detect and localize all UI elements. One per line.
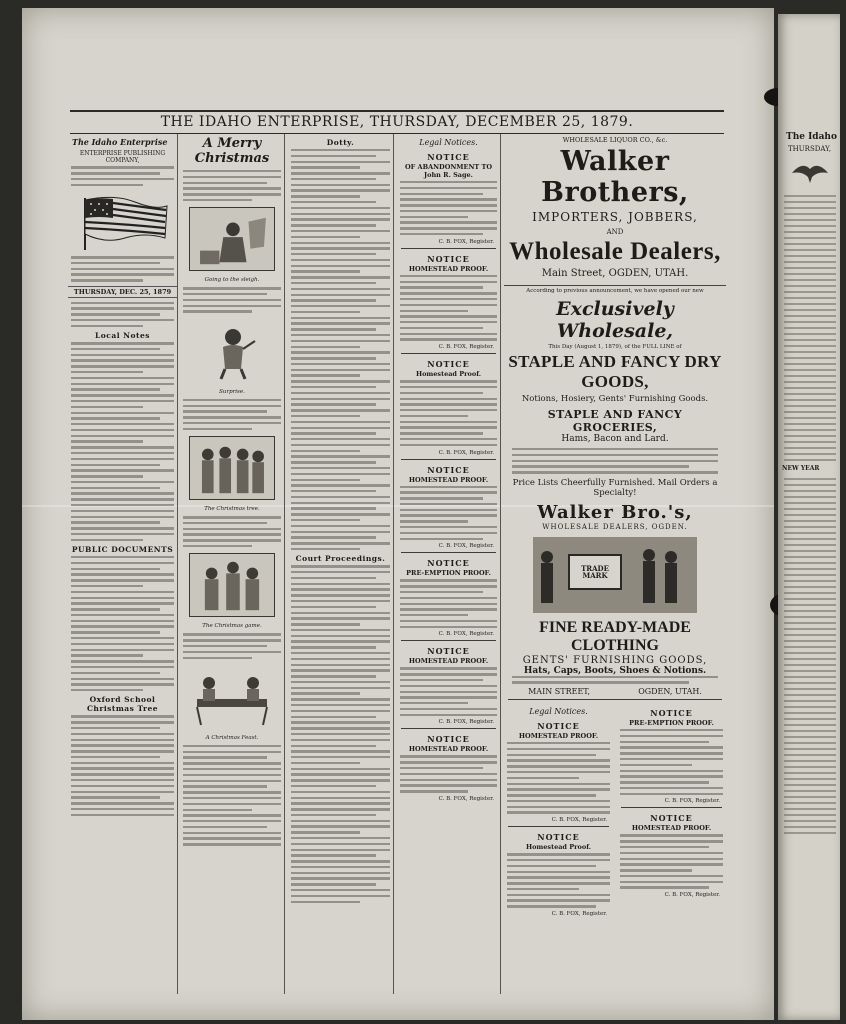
ad-staple-dry-goods: STAPLE AND FANCY DRY GOODS, [508,352,722,391]
illustration-caption: Surprise. [219,388,245,395]
notice-head: NOTICE [537,721,580,732]
text-block [68,556,177,691]
notice-signature: C. B. FOX, Register. [551,817,607,824]
text-block [288,565,393,903]
notice-signature: C. B. FOX, Register. [438,449,494,456]
legal-notices-heading: Legal Notices. [529,707,588,717]
notice-signature: C. B. FOX, Register. [664,892,720,899]
notice-subhead: Homestead Proof. [415,370,482,379]
notice-signature: C. B. FOX, Register. [551,911,607,918]
ad-top-line: WHOLESALE LIQUOR CO., &c. [562,136,668,144]
text-block [68,166,177,186]
illustration-caption: The Christmas tree. [204,506,260,513]
ad-wholesale-dealers: Wholesale Dealers, [509,238,721,265]
section-heading-local: Local Notes [95,331,150,341]
article-title: A Merry Christmas [194,136,270,166]
adjacent-page-heading: NEW YEAR [782,465,820,472]
text-block [68,715,177,816]
notice-subhead: Homestead Proof. [525,843,592,852]
notice-signature: C. B. FOX, Register. [438,631,494,638]
ad-and: AND [606,228,624,236]
ad-trade-mark-cut [531,535,699,615]
ad-ogden-utah: OGDEN, UTAH. [638,687,702,697]
ad-street-address [504,687,726,696]
notice-head: NOTICE [427,152,470,162]
notice-subhead: OF ABANDONMENT TO John R. Sage. [405,163,492,179]
poem-title: Dotty. [326,138,355,147]
notice-block [397,734,500,801]
ad-wholesale-dealers-ogden: WHOLESALE DEALERS, OGDEN. [542,522,688,531]
illustration-caption: Going to the sleigh. [204,277,260,284]
column-1 [68,134,178,994]
notice-signature: C. B. FOX, Register. [438,344,494,351]
eagle-icon [790,159,830,185]
ad-address: Main Street, OGDEN, UTAH. [541,268,689,279]
ad-gents-furnishing: GENTS' FURNISHING GOODS, [522,654,708,666]
text-block [180,745,284,846]
section-heading-school: Oxford School Christmas Tree [86,695,159,714]
legal-column-left [504,703,613,920]
text-block [180,399,284,430]
ad-groceries-line: STAPLE AND FANCY GROCERIES, [547,408,683,434]
issue-date: THURSDAY, DEC. 25, 1879 [68,286,177,298]
ad-according-line: According to previous announcement, we have opened our new [504,285,726,294]
trade-mark-label: TRADE MARK [581,563,609,581]
notice-head: NOTICE [427,253,470,264]
notice-subhead: HOMESTEAD PROOF. [631,824,712,833]
adjacent-page-text [784,478,836,834]
text-block [68,342,177,541]
notice-block [397,465,500,550]
ad-notions-line: Notions, Hosiery, Gents' Furnishing Goods. [521,394,709,404]
notice-head: NOTICE [537,832,580,843]
text-block [180,633,284,659]
notice-block [397,359,500,455]
notice-signature: C. B. FOX, Register. [438,795,494,802]
ad-body-text [504,676,726,684]
publisher-line: ENTERPRISE PUBLISHING COMPANY, [79,150,166,165]
paper-title: The Idaho Enterprise [72,137,168,147]
legal-notices-row [504,703,726,920]
notice-head: NOTICE [427,558,470,569]
text-block [180,170,284,201]
text-block [68,302,177,328]
ad-company-name: Walker Brothers, [541,146,689,208]
notice-head: NOTICE [427,359,470,370]
notice-signature: C. B. FOX, Register. [438,543,494,550]
illustration-feast [189,665,275,729]
notice-subhead: HOMESTEAD PROOF. [518,732,599,741]
masthead: THE IDAHO ENTERPRISE, THURSDAY, DECEMBER 25, 1879. [70,110,724,134]
notice-head: NOTICE [650,813,693,824]
notice-subhead: HOMESTEAD PROOF. [408,475,489,484]
notice-signature: C. B. FOX, Register. [438,719,494,726]
ad-date-line: This Day (August 1, 1879), of the FULL LINE of [548,344,682,350]
ad-importers-line: IMPORTERS, JOBBERS, [532,210,698,224]
notice-block [397,152,500,245]
notice-head: NOTICE [650,708,693,719]
ad-exclusively-wholesale: Exclusively Wholesale, [556,298,674,342]
notice-signature: C. B. FOX, Register. [664,798,720,805]
notice-subhead: PRE-EMPTION PROOF. [629,719,714,728]
ad-clothing-line: FINE READY-MADE CLOTHING [539,618,691,654]
legal-notices-heading: Legal Notices. [419,138,478,147]
illustration-christmas-tree [189,436,275,500]
column-2 [180,134,285,994]
notice-head: NOTICE [427,734,470,745]
section-heading-court: Court Proceedings. [295,554,386,564]
notice-subhead: PRE-EMPTION PROOF. [406,569,491,578]
legal-column-right [617,703,726,920]
column-3 [288,134,394,994]
adjacent-page-day: THURSDAY, [788,145,832,153]
notice-signature: C. B. FOX, Register. [438,238,494,245]
notice-subhead: HOMESTEAD PROOF. [408,264,489,273]
illustration-caption: A Christmas Feast. [205,734,259,741]
ad-main-street: MAIN STREET, [528,687,590,697]
section-heading-public: PUBLIC DOCUMENTS [71,545,174,555]
adjacent-page [778,14,840,1020]
ad-hats-line: Hats, Caps, Boots, Shoes & Notions. [523,665,707,676]
notice-head: NOTICE [427,646,470,657]
illustration-cupid [189,319,275,383]
illustration-caption: The Christmas game. [202,623,262,630]
ad-bros-name: Walker Bro.'s, [537,501,693,523]
ad-hams-line: Hams, Bacon and Lard. [561,434,669,444]
text-block [68,256,177,282]
adjacent-page-title: The Idaho [786,132,837,142]
adjacent-page-text [784,195,836,461]
column-4-legal-notices [397,134,501,994]
text-block [180,516,284,547]
notice-subhead: HOMESTEAD PROOF. [408,745,489,754]
illustration-sleigh [189,207,275,271]
notice-head: NOTICE [427,464,470,475]
notice-block [397,558,500,637]
text-block [180,287,284,313]
notice-block [397,646,500,725]
column-5-advertisement [504,134,726,994]
poem-text [288,149,393,550]
ad-price-lists: Price Lists Cheerfully Furnished. Mail Orders a Specialty! [512,477,718,498]
illustration-game [189,553,275,617]
notice-block [397,254,500,350]
american-flag-icon [75,192,171,252]
notice-subhead: HOMESTEAD PROOF. [408,657,489,666]
ad-body-text [504,448,726,474]
